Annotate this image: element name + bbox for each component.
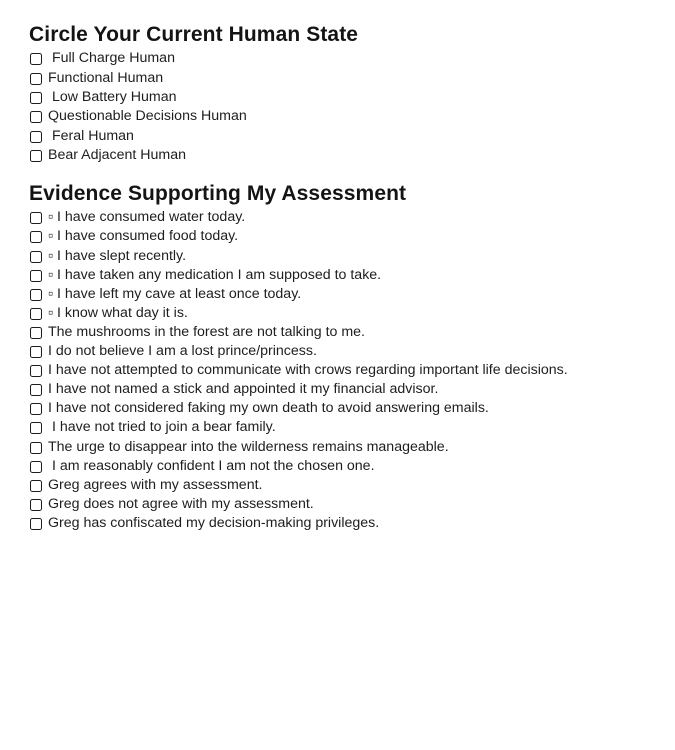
checkbox-icon[interactable] (30, 131, 42, 143)
checklist-item[interactable] (29, 514, 675, 533)
checklist-item-label: Greg agrees with my assessment. (48, 476, 263, 493)
checklist-item-label: Feral Human (48, 127, 134, 144)
checklist-item-label: Questionable Decisions Human (48, 108, 247, 125)
checklist-item-label: Greg does not agree with my assessment. (48, 495, 314, 512)
checklist-item-label: Functional Human (48, 69, 164, 86)
checklist-item[interactable] (29, 127, 675, 146)
checkbox-icon[interactable] (30, 422, 42, 434)
checklist-item-label: I have not tried to join a bear family. (48, 419, 276, 436)
checklist-item-label: ▫ I have taken any medication I am supposed to take. (48, 266, 382, 283)
checklist-item[interactable] (29, 68, 675, 87)
checkbox-icon[interactable] (30, 403, 42, 415)
checkbox-icon[interactable] (30, 270, 42, 282)
checklist-item-label: I have not named a stick and appointed it my financial advisor. (48, 381, 439, 398)
checklist-item-label: ▫ I have consumed water today. (48, 209, 246, 226)
checklist-item[interactable] (29, 247, 675, 266)
checklist-item[interactable] (29, 227, 675, 246)
checkbox-icon[interactable] (30, 289, 42, 301)
checkbox-icon[interactable] (30, 73, 42, 85)
checklist-item-label: ▫ I know what day it is. (48, 304, 188, 321)
checklist-item[interactable] (29, 304, 675, 323)
checkbox-icon[interactable] (30, 384, 42, 396)
checklist-item[interactable] (29, 361, 675, 380)
checklist-item[interactable] (29, 399, 675, 418)
checkbox-icon[interactable] (30, 111, 42, 123)
checklist-item[interactable] (29, 146, 675, 165)
checklist-item-label: ▫ I have left my cave at least once today. (48, 285, 302, 302)
checklist-item-label: Bear Adjacent Human (48, 147, 187, 164)
checkbox-icon[interactable] (30, 346, 42, 358)
checkbox-icon[interactable] (30, 212, 42, 224)
checkbox-icon[interactable] (30, 53, 42, 65)
checklist-item[interactable] (29, 266, 675, 285)
section-title-evidence: Evidence Supporting My Assessment (29, 182, 407, 206)
checkbox-icon[interactable] (30, 480, 42, 492)
checkbox-icon[interactable] (30, 308, 42, 320)
checklist-item[interactable] (29, 342, 675, 361)
checklist-item[interactable] (29, 437, 675, 456)
checkbox-icon[interactable] (30, 92, 42, 104)
checklist-item-label: I have not considered faking my own death to avoid answering emails. (48, 400, 489, 417)
checklist-item[interactable] (29, 495, 675, 514)
checklist-item-label: The mushrooms in the forest are not talking to me. (48, 323, 366, 340)
human-state-checklist (29, 49, 675, 165)
checklist-item[interactable] (29, 49, 675, 68)
checklist-item[interactable] (29, 323, 675, 342)
checklist-item-label: I am reasonably confident I am not the chosen one. (48, 457, 375, 474)
checkbox-icon[interactable] (30, 231, 42, 243)
checklist-item[interactable] (29, 476, 675, 495)
checkbox-icon[interactable] (30, 150, 42, 162)
checklist-item-label: I have not attempted to communicate with crows regarding important life decisions. (48, 362, 568, 379)
checkbox-icon[interactable] (30, 365, 42, 377)
checkbox-icon[interactable] (30, 518, 42, 530)
section-title-human-state: Circle Your Current Human State (29, 23, 359, 46)
checklist-item-label: ▫ I have slept recently. (48, 247, 187, 264)
checkbox-icon[interactable] (30, 442, 42, 454)
checklist-item[interactable] (29, 457, 675, 476)
checklist-item-label: I do not believe I am a lost prince/princess. (48, 343, 317, 360)
checklist-item[interactable] (29, 107, 675, 126)
checklist-item[interactable] (29, 208, 675, 227)
evidence-checklist (29, 208, 675, 533)
checkbox-icon[interactable] (30, 251, 42, 263)
checkbox-icon[interactable] (30, 327, 42, 339)
checkbox-icon[interactable] (30, 461, 42, 473)
checklist-item-label: The urge to disappear into the wilderness remains manageable. (48, 438, 449, 455)
checklist-item[interactable] (29, 285, 675, 304)
checklist-item-label: Low Battery Human (48, 88, 177, 105)
checklist-item[interactable] (29, 418, 675, 437)
checkbox-icon[interactable] (30, 499, 42, 511)
checklist-item-label: ▫ I have consumed food today. (48, 228, 239, 245)
checklist-item-label: Full Charge Human (48, 50, 175, 67)
checklist-item[interactable] (29, 380, 675, 399)
checklist-item[interactable] (29, 88, 675, 107)
checklist-item-label: Greg has confiscated my decision-making privileges. (48, 514, 380, 531)
